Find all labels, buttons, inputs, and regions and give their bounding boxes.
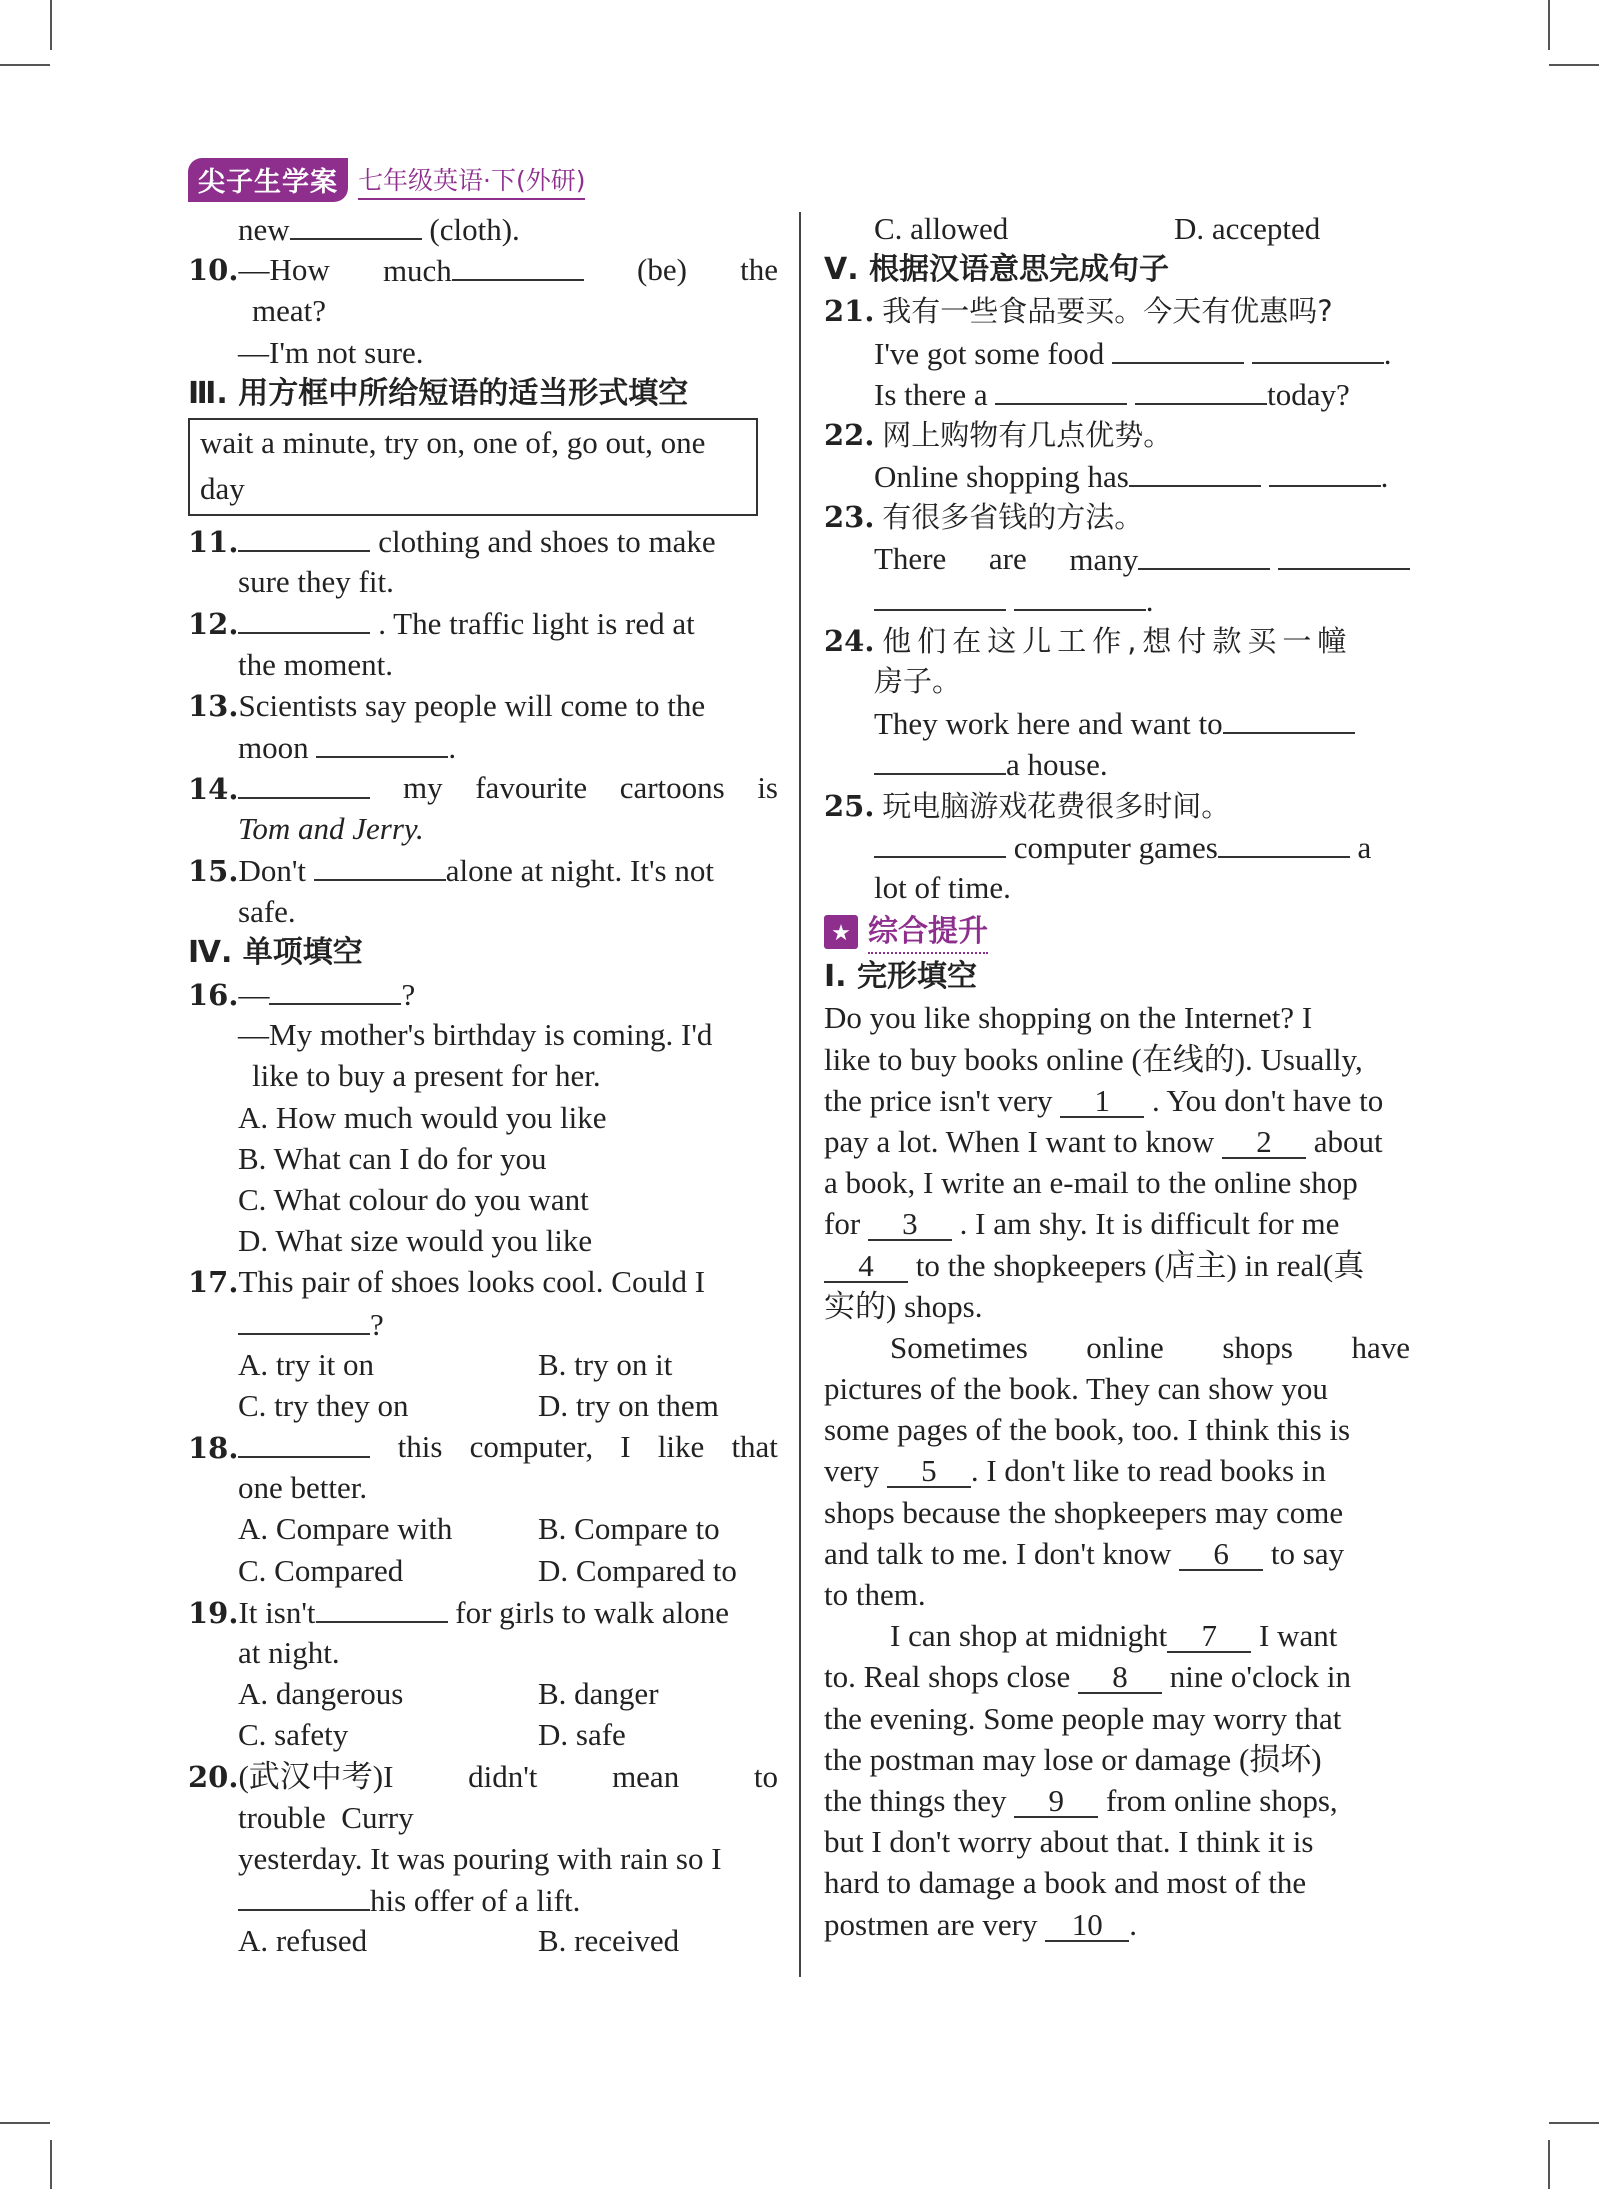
star-icon: ★ — [824, 915, 858, 949]
q23-en2: . — [824, 579, 1410, 620]
question-number: 12. — [188, 607, 239, 642]
q20-option-a[interactable]: A. refused — [238, 1923, 368, 1959]
question-number: 18. — [188, 1431, 239, 1466]
q20-line3: yesterday. It was pouring with rain so I — [238, 1840, 722, 1876]
cloze-blank[interactable]: 4 — [824, 1251, 908, 1283]
q11-text: clothing and shoes to make — [378, 523, 716, 559]
column-divider — [799, 212, 801, 1977]
q25-line2: lot of time. — [874, 870, 1011, 905]
q10 — [188, 249, 778, 290]
answer-blank[interactable] — [238, 767, 370, 799]
passage-text: to. Real shops close — [824, 1659, 1071, 1695]
question-number: 14. — [188, 772, 239, 807]
cloze-blank[interactable]: 2 — [1222, 1127, 1306, 1159]
passage-line: 实的) shops. — [824, 1288, 983, 1324]
q24-text: a house. — [1006, 747, 1108, 783]
q24-en2 — [824, 743, 1410, 784]
question-number: 11. — [188, 524, 239, 559]
q21-en2 — [824, 373, 1410, 414]
answer-blank[interactable] — [238, 1879, 370, 1911]
passage-line — [824, 1121, 1410, 1162]
phrase-box — [188, 418, 758, 516]
q21-text: Is there a — [874, 376, 988, 412]
crop-mark — [0, 64, 50, 66]
answer-blank[interactable] — [238, 1303, 370, 1335]
passage-line — [824, 1656, 1410, 1697]
q21-text: I've got some food — [874, 335, 1105, 371]
crop-mark — [50, 0, 52, 50]
q20-word: didn't — [468, 1758, 538, 1794]
q20-options-row — [188, 1920, 778, 1961]
passage-line — [824, 1615, 1410, 1656]
q10-line3: —I'm not sure. — [238, 334, 424, 370]
question-number: 21. — [824, 294, 875, 329]
answer-blank[interactable] — [316, 1591, 448, 1623]
q15 — [188, 849, 778, 890]
comprehensive-section-title: 综合提升 — [868, 911, 988, 954]
crop-mark — [50, 2140, 52, 2189]
passage-line: to them. — [824, 1577, 926, 1612]
answer-blank[interactable] — [1218, 826, 1350, 858]
passage-line: some pages of the book, too. I think this is — [824, 1412, 1351, 1448]
q25-text: computer games — [1013, 829, 1218, 865]
answer-blank[interactable] — [874, 826, 1006, 858]
q23-en1 — [824, 538, 1410, 579]
question-number: 24. — [824, 623, 875, 658]
cloze-blank[interactable]: 5 — [887, 1456, 971, 1488]
q17-options-row — [188, 1385, 778, 1426]
q12-line2: the moment. — [238, 646, 393, 682]
q17-line2: ? — [188, 1303, 778, 1344]
q25-text: a — [1357, 829, 1372, 865]
q25 — [824, 785, 1410, 826]
cloze-blank[interactable]: 6 — [1179, 1539, 1263, 1571]
q18-option-b[interactable]: B. Compare to — [538, 1511, 720, 1547]
q20-option-b[interactable]: B. received — [538, 1923, 680, 1959]
q16-option-a[interactable]: A. How much would you like — [238, 1099, 607, 1135]
answer-blank[interactable] — [238, 602, 370, 634]
passage-line — [824, 1327, 1410, 1368]
q19-option-a[interactable]: A. dangerous — [238, 1676, 404, 1712]
answer-blank[interactable] — [1223, 702, 1355, 734]
cloze-blank[interactable]: 7 — [1167, 1621, 1251, 1653]
q23 — [824, 496, 1410, 537]
question-number: 19. — [188, 1595, 239, 1630]
q14-word: favourite — [475, 770, 588, 806]
passage-line: the postman may lose or damage (损坏) — [824, 1741, 1322, 1777]
passage-text: very — [824, 1453, 880, 1489]
question-number: 13. — [188, 688, 239, 723]
q18-options-row — [188, 1508, 778, 1549]
q22-text: Online shopping has — [874, 459, 1129, 495]
answer-blank[interactable] — [1112, 332, 1244, 364]
q18-options-row — [188, 1550, 778, 1591]
q23-word: There — [874, 540, 947, 576]
q23-word: many — [1069, 541, 1139, 577]
q18 — [188, 1426, 778, 1467]
q18-option-d[interactable]: D. Compared to — [538, 1552, 737, 1588]
q18-word: like — [657, 1429, 705, 1465]
crop-mark — [1549, 2122, 1599, 2124]
answer-blank[interactable] — [874, 579, 1006, 611]
q10-hint: (be) — [637, 252, 687, 288]
q18-word: that — [731, 1429, 778, 1465]
q20-options-row — [824, 208, 1410, 249]
q18-line2: one better. — [238, 1470, 368, 1506]
answer-blank[interactable] — [1138, 538, 1270, 570]
q22-en1: Online shopping has . — [824, 455, 1410, 496]
q19-options-row — [188, 1714, 778, 1755]
cloze-blank[interactable]: 10 — [1045, 1910, 1129, 1942]
comprehensive-section-header — [824, 908, 1410, 956]
q13-text: Scientists say people will come to the — [238, 687, 706, 723]
q16-option-b[interactable]: B. What can I do for you — [238, 1140, 547, 1176]
q19-line2: at night. — [238, 1635, 340, 1670]
cloze-passage — [824, 997, 1410, 1944]
q20-line2: trouble Curry — [238, 1799, 414, 1835]
question-number: 22. — [824, 417, 875, 452]
q24-chinese: 他们在这儿工作,想付款买一幢 — [882, 623, 1353, 658]
answer-blank[interactable] — [1252, 332, 1384, 364]
crop-mark — [0, 2122, 50, 2124]
passage-word: Sometimes — [890, 1329, 1028, 1365]
answer-blank[interactable] — [238, 1426, 370, 1458]
phrase-box-line: wait a minute, try on, one of, go out, one — [200, 424, 706, 460]
passage-line — [824, 1245, 1410, 1286]
answer-blank[interactable] — [238, 520, 370, 552]
q24 — [824, 620, 1410, 661]
answer-blank[interactable] — [269, 973, 401, 1005]
q17-option-b[interactable]: B. try on it — [538, 1346, 673, 1382]
q25-chinese: 玩电脑游戏花费很多时间。 — [882, 788, 1231, 823]
answer-blank[interactable] — [1278, 538, 1410, 570]
question-number: 20. — [188, 1759, 239, 1794]
q23-word: are — [988, 540, 1027, 576]
crop-mark — [1548, 0, 1550, 50]
answer-blank[interactable] — [995, 373, 1127, 405]
passage-text: . You don't have to — [1152, 1082, 1384, 1118]
passage-line — [824, 1904, 1410, 1945]
cloze-blank[interactable]: 3 — [868, 1209, 952, 1241]
passage-word: shops — [1222, 1329, 1293, 1365]
q18-word: computer, — [469, 1429, 594, 1465]
q21-chinese: 我有一些食品要买。今天有优惠吗? — [882, 294, 1333, 329]
q18-option-a[interactable]: A. Compare with — [238, 1511, 453, 1547]
q14-word: cartoons — [619, 770, 725, 806]
q17-text: This pair of shoes looks cool. Could I — [238, 1264, 706, 1300]
q22-chinese: 网上购物有几点优势。 — [882, 417, 1173, 452]
q20-option-d[interactable]: D. accepted — [1174, 211, 1321, 246]
q12-text: . The traffic light is red at — [378, 606, 695, 642]
question-number: 17. — [188, 1265, 239, 1300]
q16-option-d[interactable]: D. What size would you like — [238, 1223, 593, 1259]
q19 — [188, 1591, 778, 1632]
passage-text: to the shopkeepers (店主) in real(真 — [915, 1247, 1365, 1283]
q19-text: It isn't — [238, 1594, 316, 1630]
question-number: 25. — [824, 788, 875, 823]
answer-blank[interactable] — [1129, 455, 1261, 487]
passage-text: from online shops, — [1106, 1782, 1338, 1818]
answer-blank[interactable] — [1014, 579, 1146, 611]
q15-line2: safe. — [238, 893, 296, 929]
q16-line3: like to buy a present for her. — [252, 1058, 601, 1094]
passage-text: to say — [1270, 1535, 1345, 1571]
q20-source: (武汉中考)I — [238, 1758, 394, 1794]
passage-line: shops because the shopkeepers may come — [824, 1494, 1344, 1530]
q10-word: much — [382, 253, 452, 289]
q14-word: is — [757, 770, 778, 806]
q22 — [824, 414, 1410, 455]
passage-line — [824, 1780, 1410, 1821]
q17-option-c[interactable]: C. try they on — [238, 1387, 409, 1423]
q13 — [188, 685, 778, 726]
question-number: 23. — [824, 500, 875, 535]
q18-option-c[interactable]: C. Compared — [238, 1552, 404, 1588]
passage-word: online — [1086, 1329, 1164, 1365]
section-4-title: Ⅳ. 单项填空 — [188, 934, 363, 970]
passage-line: but I don't worry about that. I think it is — [824, 1824, 1314, 1860]
passage-text: . I am shy. It is difficult for me — [959, 1206, 1340, 1242]
q19-text: for girls to walk alone — [455, 1594, 730, 1630]
q18-word: this — [397, 1429, 443, 1465]
q19-options-row — [188, 1673, 778, 1714]
passage-line: a book, I write an e-mail to the online shop — [824, 1165, 1358, 1201]
q25-en1 — [824, 826, 1410, 867]
cloze-blank[interactable]: 1 — [1060, 1086, 1144, 1118]
crop-mark — [1549, 64, 1599, 66]
q17-option-a[interactable]: A. try it on — [238, 1346, 375, 1382]
q17-options-row — [188, 1344, 778, 1385]
q11 — [188, 520, 778, 561]
answer-blank[interactable] — [316, 726, 448, 758]
passage-text: . I don't like to read books in — [970, 1453, 1326, 1489]
q19-option-b[interactable]: B. danger — [538, 1676, 659, 1712]
passage-text: pay a lot. When I want to know — [824, 1123, 1215, 1159]
passage-line: the evening. Some people may worry that — [824, 1700, 1342, 1736]
passage-line — [824, 1203, 1410, 1244]
q14-word: my — [403, 770, 443, 806]
passage-text: nine o'clock in — [1169, 1659, 1351, 1695]
q9-hint: (cloth). — [429, 212, 520, 247]
passage-text: I want — [1258, 1618, 1338, 1654]
section-3-title: Ⅲ. 用方框中所给短语的适当形式填空 — [188, 375, 689, 411]
passage-line — [824, 1450, 1410, 1491]
q20-word: mean — [612, 1758, 680, 1794]
passage-text: postmen are very — [824, 1906, 1038, 1942]
passage-line: Do you like shopping on the Internet? I — [824, 1000, 1313, 1036]
q13-line2: moon . — [188, 726, 778, 767]
q19-option-d[interactable]: D. safe — [538, 1717, 626, 1753]
passage-text: for — [824, 1206, 861, 1242]
passage-line: pictures of the book. They can show you — [824, 1371, 1328, 1407]
q21-en1: I've got some food . — [824, 332, 1410, 373]
q24-text: They work here and want to — [874, 706, 1223, 742]
q10-line2: meat? — [252, 293, 327, 329]
passage-line: hard to damage a book and most of the — [824, 1865, 1307, 1901]
q9-tail — [188, 208, 778, 249]
crop-mark — [1548, 2140, 1550, 2189]
passage-line — [824, 1533, 1410, 1574]
q20-line4 — [188, 1879, 778, 1920]
q19-option-c[interactable]: C. safety — [238, 1717, 349, 1753]
q15-text: Don't — [238, 853, 307, 889]
q23-chinese: 有很多省钱的方法。 — [882, 500, 1144, 535]
q16: 16.— ? — [188, 973, 778, 1014]
q16-option-c[interactable]: C. What colour do you want — [238, 1181, 589, 1217]
q21-text: today? — [1267, 376, 1350, 412]
phrase-box-line: day — [200, 470, 245, 506]
passage-text: about — [1313, 1123, 1383, 1159]
passage-word: have — [1351, 1329, 1410, 1365]
passage-text: I can shop at midnight — [890, 1618, 1168, 1654]
section-5-title: Ⅴ. 根据汉语意思完成句子 — [824, 252, 1170, 288]
answer-blank[interactable] — [1269, 455, 1381, 487]
q20-option-c[interactable]: C. allowed — [874, 211, 1009, 246]
answer-blank[interactable] — [314, 849, 446, 881]
q24-en1 — [824, 702, 1410, 743]
q24-chinese-line2: 房子。 — [874, 664, 962, 699]
q16-dash: — — [238, 977, 270, 1012]
q10-word: —How — [238, 252, 330, 288]
question-number: 16. — [188, 978, 239, 1012]
q20 — [188, 1756, 778, 1797]
q18-word: I — [620, 1429, 631, 1465]
answer-blank[interactable] — [1135, 373, 1267, 405]
page-header — [188, 160, 585, 200]
question-number: 10. — [188, 253, 239, 288]
q20-word: to — [753, 1758, 778, 1794]
q10-word: the — [740, 252, 778, 288]
question-number: 15. — [188, 854, 239, 889]
q17-option-d[interactable]: D. try on them — [538, 1387, 719, 1423]
book-series-badge: 尖子生学案 — [188, 158, 348, 202]
q20-text: his offer of a lift. — [370, 1883, 581, 1919]
q12 — [188, 602, 778, 643]
q21 — [824, 290, 1410, 331]
passage-line: like to buy books online (在线的). Usually, — [824, 1041, 1363, 1077]
passage-text: . — [1129, 1906, 1137, 1942]
cloze-blank[interactable]: 9 — [1014, 1786, 1098, 1818]
q13-text: moon — [238, 729, 309, 765]
q16-line2: —My mother's birthday is coming. I'd — [238, 1017, 713, 1053]
q17 — [188, 1261, 778, 1302]
passage-line — [824, 1080, 1410, 1121]
answer-blank[interactable] — [452, 249, 584, 281]
answer-blank[interactable] — [874, 743, 1006, 775]
q14-line2: Tom and Jerry. — [238, 811, 424, 847]
right-column — [824, 208, 1410, 1945]
left-column — [188, 208, 778, 1962]
q9-text: new — [238, 212, 290, 247]
q14 — [188, 767, 778, 808]
answer-blank[interactable] — [290, 208, 422, 240]
passage-text: the things they — [824, 1782, 1007, 1818]
cloze-blank[interactable]: 8 — [1078, 1662, 1162, 1694]
passage-text: and talk to me. I don't know — [824, 1535, 1172, 1571]
q11-line2: sure they fit. — [238, 564, 394, 600]
book-subtitle: 七年级英语·下(外研) — [358, 161, 585, 200]
cloze-section-title: Ⅰ. 完形填空 — [824, 959, 978, 995]
q15-text: alone at night. It's not — [445, 853, 714, 889]
passage-text: the price isn't very — [824, 1082, 1053, 1118]
